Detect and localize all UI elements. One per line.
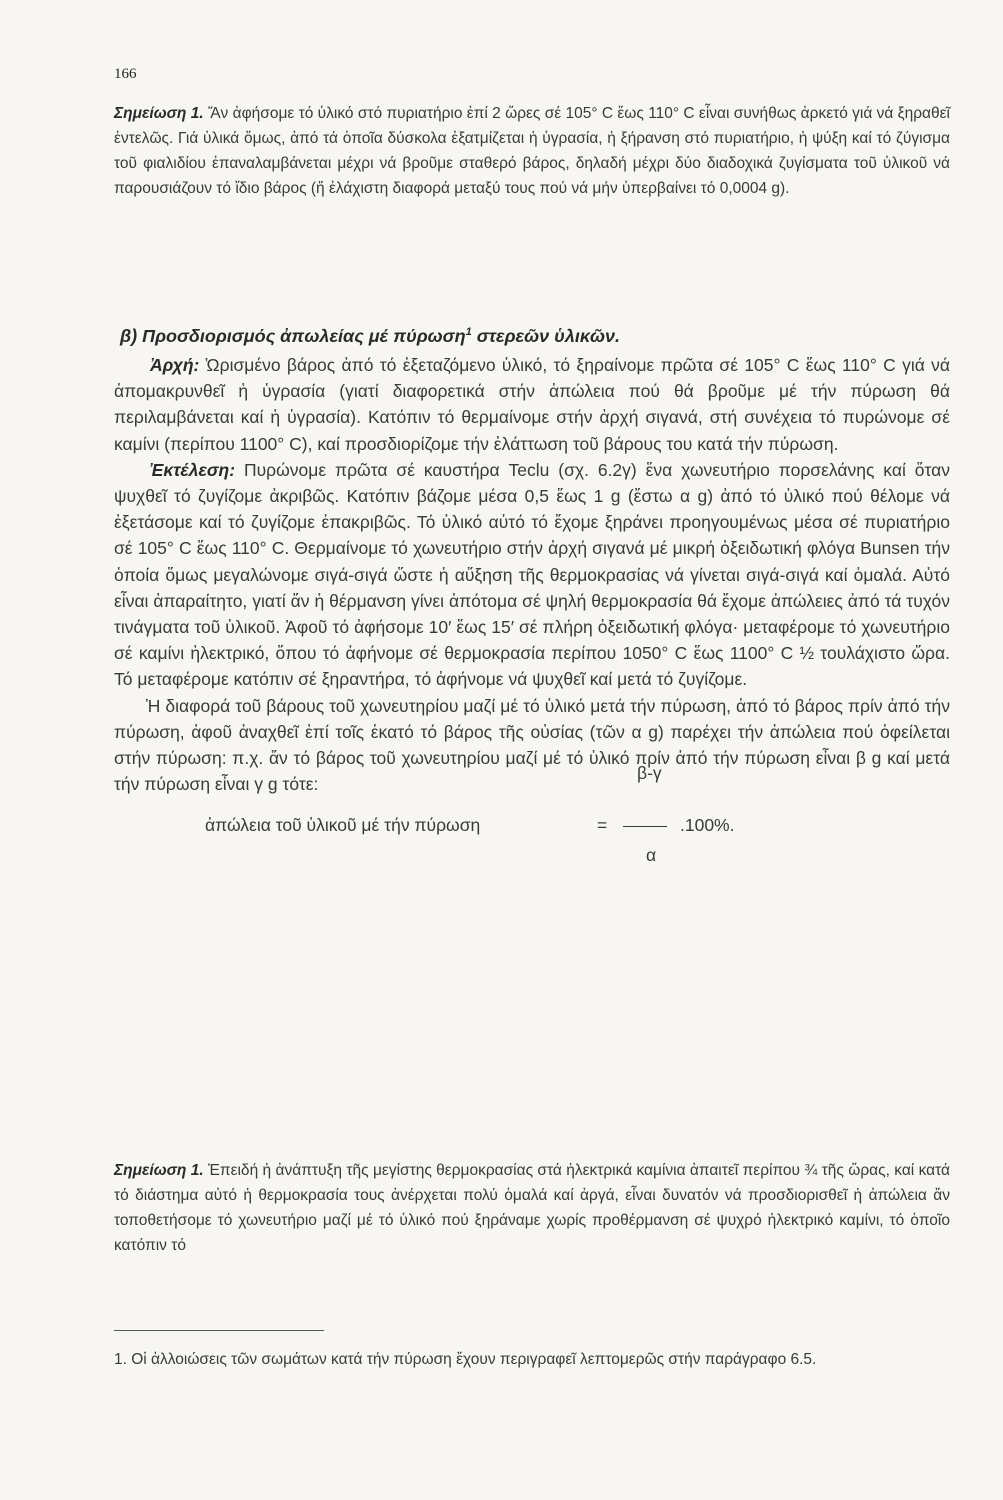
formula-tail: .100%. <box>680 815 735 835</box>
execution-label: Ἐκτέλεση: <box>150 459 236 480</box>
principle-label: Ἀρχή: <box>150 355 200 375</box>
footnote: 1. Οἱ ἀλλοιώσεις τῶν σωμάτων κατά τήν πύρωση ἔχουν περιγραφεῖ λεπτομερῶς στήν παράγραφο 6.5. <box>114 1351 817 1368</box>
page-number: 166 <box>114 66 137 82</box>
note-label: Σημείωση 1. <box>114 1162 204 1179</box>
execution-text: Πυρώνομε πρῶτα σέ καυστήρα Teclu (σχ. 6.2γ) ἕνα χωνευτήριο πορσελάνης καί ὅταν ψυχθεῖ τό ζυγίζομε ἀκριβῶς. Κατόπιν βάζομε μέσα 0,5 ἕως 1 g (ἔστω α g) ἀπό τό ὑλικό πού θέλομε νά ἐξετάσομε καί τό ζυγίζομε ἐπακριβῶς. Τό ὑλικό αὐτό τό ἔχομε ξηράνει προηγουμένως μέσα σέ πυριατήριο σέ 105° C ἕως 110° C. Θερμαίνομε τό χωνευτήριο στήν ἀρχή σιγανά μέ μικρή ὀξειδωτική φλόγα Bunsen τήν ὁποία ὅμως μεγαλώνομε σιγά-σιγά ὥστε ἡ αὔξηση τῆς θερμοκρασίας νά γίνεται σιγά-σιγά καί ὁμαλά. Αὐτό εἶναι ἀπαραίτητο, γιατί ἄν ἡ θέρμανση γίνει ἀπότομα σέ ψηλή θερμοκρασία θά ἔχομε ἀπώλειες ἀπό τά τυχόν τινάγματα τοῦ ὑλικοῦ. Ἀφοῦ τό ἀφήσομε 10′ ἕως 15′ σέ πλήρη ὀξειδωτική φλόγα· μεταφέρομε τό χωνευτήριο σέ καμίνι ἠλεκτρικό, ὅπου τό ἀφήνομε σέ θερμοκρασία περίπου 1050° C ἕως 1100° C ½ τουλάχιστο ὥρα. Τό μεταφέρομε κατόπιν σέ ξηραντήρα, τό ἀφήνομε νά ψυχθεῖ καί μετά τό ζυγίζομε. <box>114 459 950 690</box>
formula-label: ἀπώλεια τοῦ ὑλικοῦ μέ τήν πύρωση <box>205 815 481 835</box>
fraction-bar <box>623 826 667 827</box>
note-text: Ἄν ἀφήσομε τό ὑλικό στό πυριατήριο ἐπί 2 ὥρες σέ 105° C ἕως 110° C εἶναι συνήθως ἀρκετό γιά νά ξηραθεῖ ἐντελῶς. Γιά ὑλικά ὅμως, ἀπό τά ὁποῖα δύσκολα ἐξατμίζεται ἡ ὑγρασία, ἡ ξήρανση στό πυριατήριο, ἡ ψύξη καί τό ζύγισμα τοῦ φιαλιδίου ἐπαναλαμβάνεται μέχρι νά βροῦμε σταθερό βάρος, δηλαδή μέχρι δύο διαδοχικά ζυγίσματα τοῦ ὑλικοῦ νά παρουσιάζουν τό ἴδιο βάρος (ἤ ἐλάχιστη διαφορά μεταξύ τους πού νά μήν ὑπερβαίνει τό 0,0004 g). <box>114 105 950 197</box>
section-heading <box>120 326 620 347</box>
formula-equals: = <box>597 815 608 835</box>
note-label: Σημείωση 1. <box>114 105 204 122</box>
principle-paragraph <box>114 352 950 457</box>
formula-denominator: α <box>646 845 657 865</box>
main-text <box>114 352 950 797</box>
footnote-rule <box>114 1330 324 1331</box>
footnote-ref: 1 <box>465 326 472 338</box>
difference-paragraph: Ἡ διαφορά τοῦ βάρους τοῦ χωνευτηρίου μαζί μέ τό ὑλικό μετά τήν πύρωση, ἀπό τό βάρος πρίν ἀπό τήν πύρωση, ἀφοῦ ἀναχθεῖ ἐπί τοῖς ἑκατό τό βάρος τῆς οὐσίας (τῶν α g) παρέχει τήν ἀπώλεια πού ὀφείλεται στήν πύρωση: π.χ. ἄν τό βάρος τοῦ χωνευτηρίου μαζί μέ τό ὑλικό πρίν ἀπό τήν πύρωση εἶναι β g καί μετά τήν πύρωση εἶναι γ g τότε: <box>114 695 950 795</box>
execution-paragraph <box>114 457 950 693</box>
principle-text: Ὡρισμένο βάρος ἀπό τό ἐξεταζόμενο ὑλικό, τό ξηραίνομε πρῶτα σέ 105° C ἕως 110° C γιά νά ἀπομακρυνθεῖ ἡ ὑγρασία (γιατί διαφορετικά στήν ἀπώλεια πού θά βροῦμε μέ τήν πύρωση θά περιλαμβάνεται καί ἡ ὑγρασία). Κατόπιν τό θερμαίνομε στήν ἀρχή σιγανά, στή συνέχεια τό πυρώνομε σέ καμίνι (περίπου 1100° C), καί προσδιορίζομε τήν ἐλάττωση τοῦ βάρους του κατά τήν πύρωση. <box>114 355 950 454</box>
note-1-top <box>114 101 950 201</box>
section-heading-text-after: στερεῶν ὑλικῶν. <box>471 326 621 346</box>
note-text: Ἐπειδή ἡ ἀνάπτυξη τῆς μεγίστης θερμοκρασίας στά ἠλεκτρικά καμίνια ἀπαιτεῖ περίπου ¾ τῆς ὥρας, καί κατά τό διάστημα αὐτό ἡ θερμοκρασία τους ἀνέρχεται πολύ ὁμαλά καί ἀργά, εἶναι δυνατόν νά προσδιορισθεῖ ἡ ἀπώλεια ἄν τοποθετήσομε τό χωνευτήριο μαζί μέ τό ὑλικό πού ξηράναμε χωρίς προθέρμανση σέ ψυχρό ἠλεκτρικό καμίνι, τό ὁποῖο κατόπιν τό <box>114 1162 950 1254</box>
formula-numerator: β-γ <box>637 763 662 783</box>
note-1-bottom <box>114 1158 950 1258</box>
section-heading-text: β) Προσδιορισμός ἀπωλείας μέ πύρωση <box>120 326 466 346</box>
